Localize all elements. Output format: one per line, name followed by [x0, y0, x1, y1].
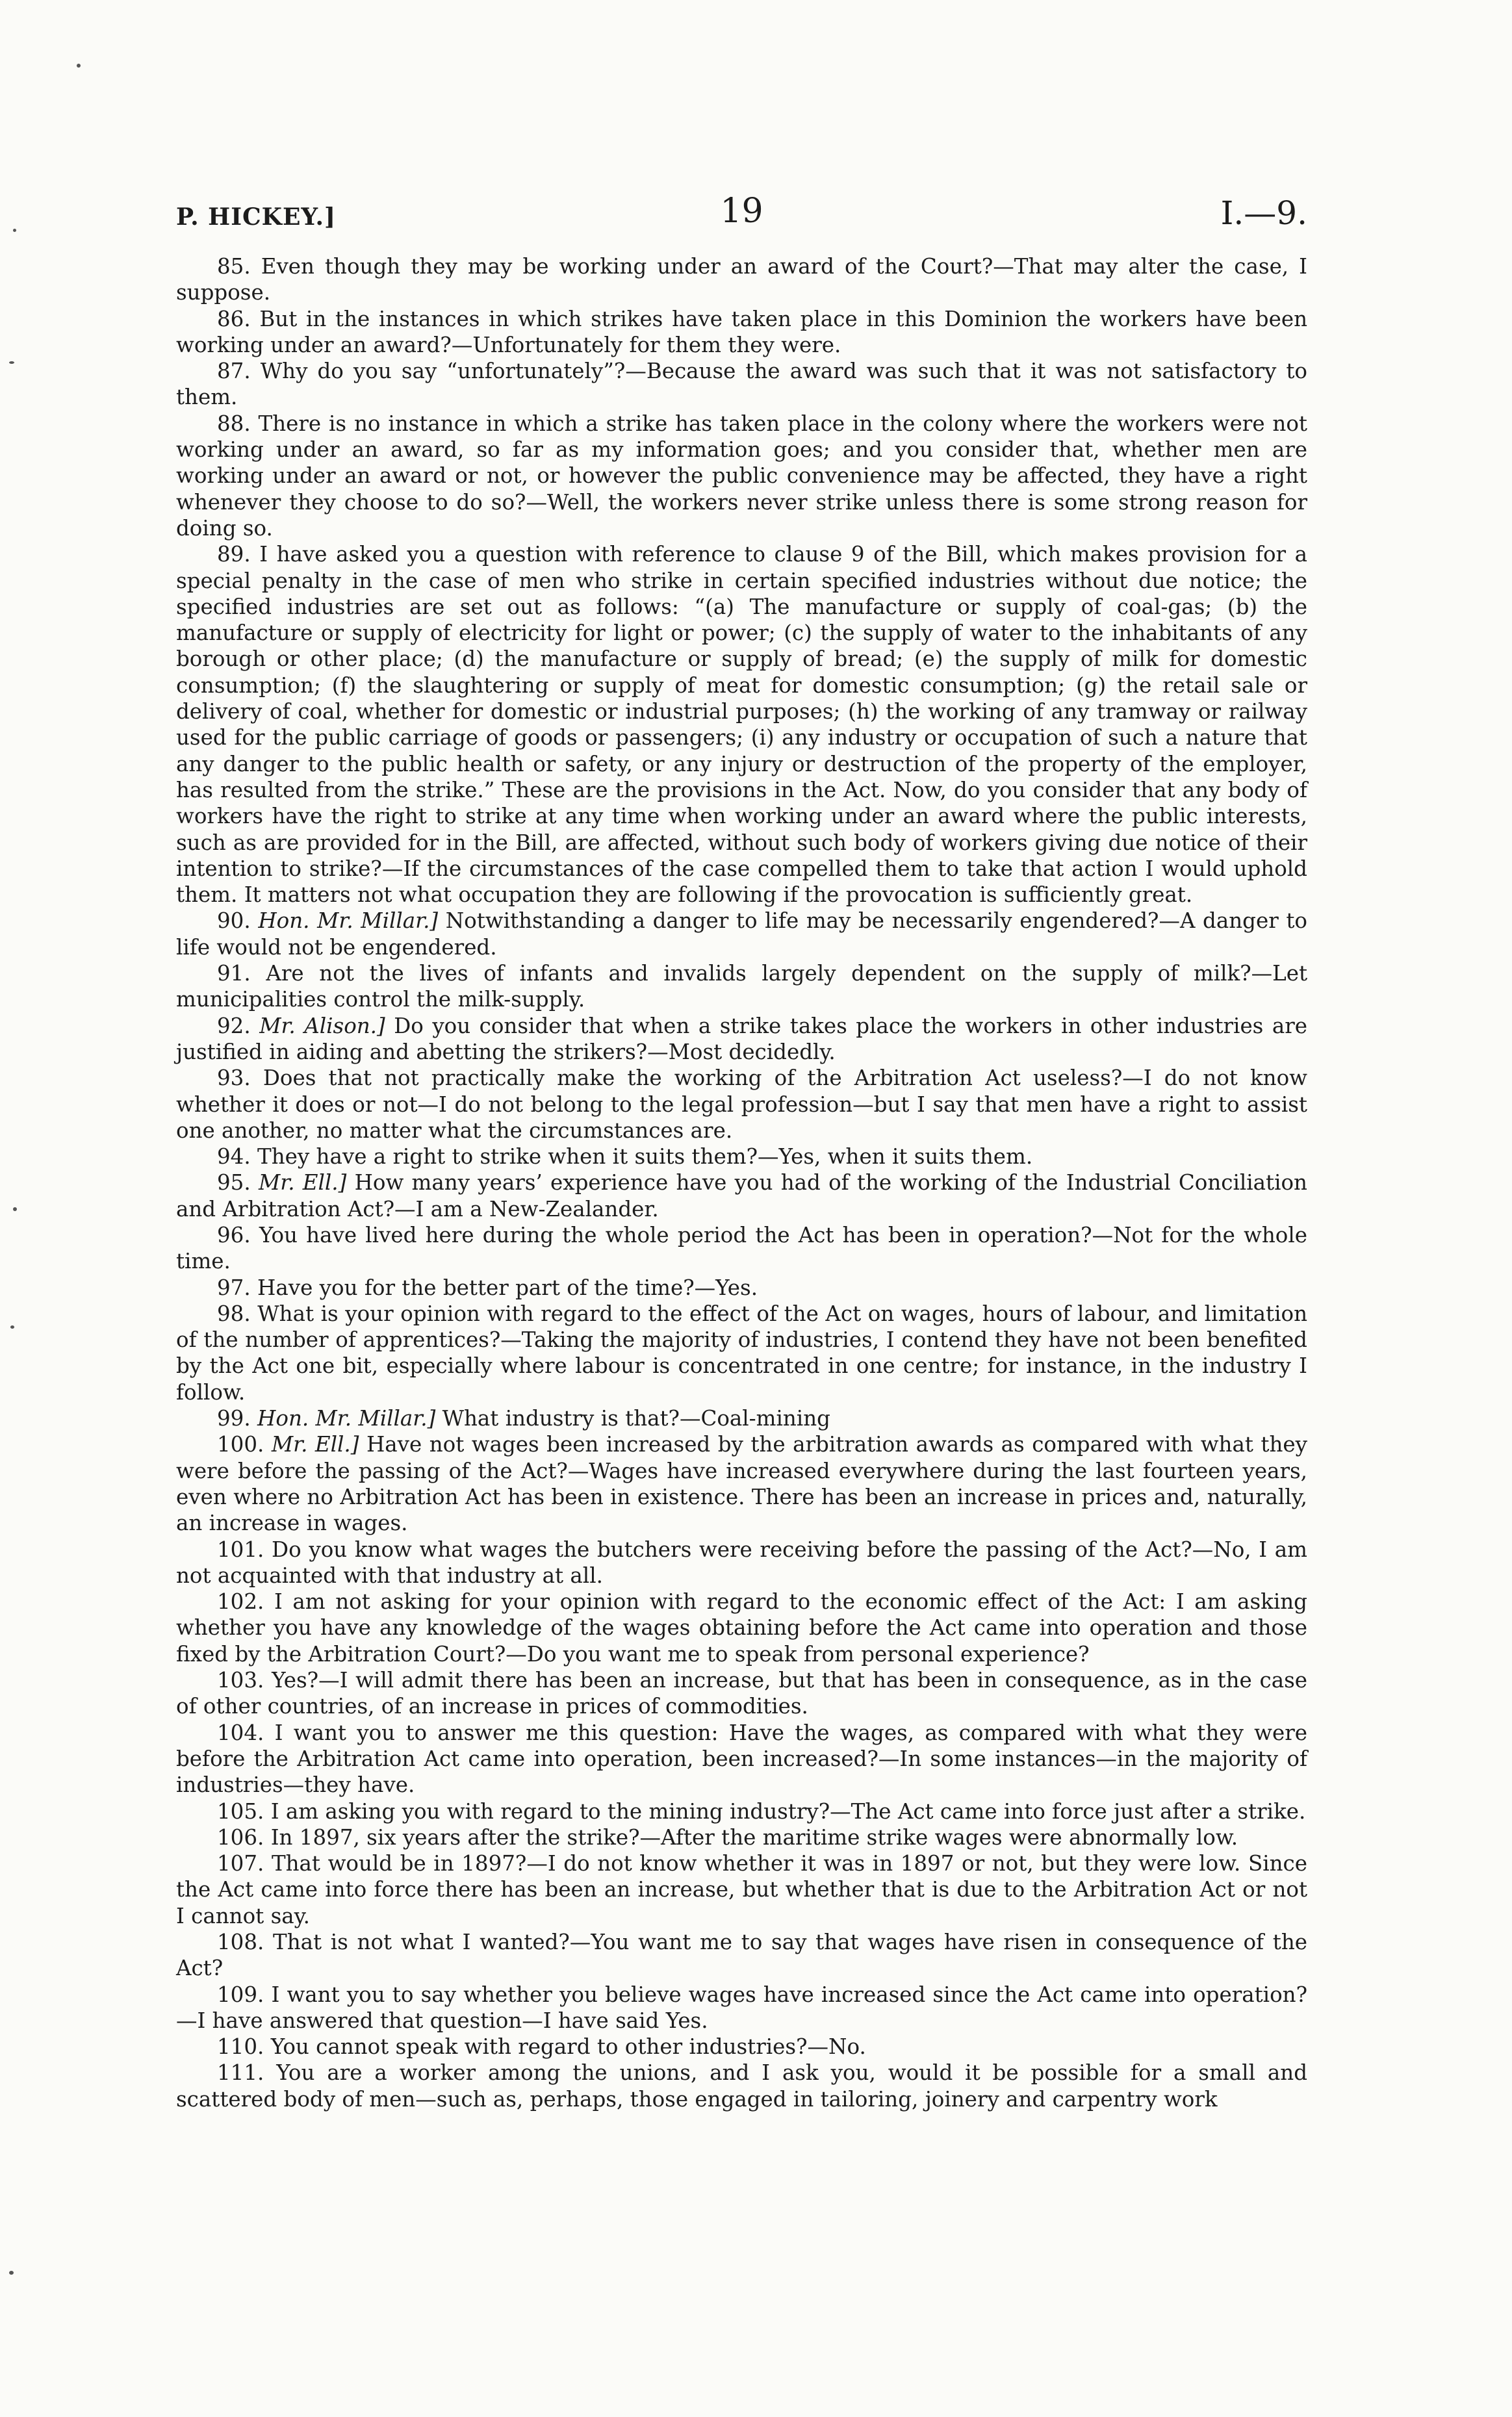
question-answer-paragraph: 91. Are not the lives of infants and invalids largely dependent on the supply of milk?—Let municipalities control the milk-supply. — [176, 961, 1307, 1012]
scan-speck — [10, 1325, 14, 1329]
question-answer-paragraph: 105. I am asking you with regard to the mining industry?—The Act came into force just after a strike. — [217, 1798, 1306, 1824]
question-answer-paragraph — [176, 1013, 1307, 1066]
question-answer-paragraph — [176, 908, 1307, 960]
question-answer-paragraph: 97. Have you for the better part of the time?—Yes. — [217, 1275, 758, 1300]
question-answer-paragraph: 88. There is no instance in which a strike has taken place in the colony where the workers were not working under an award, so far as my information goes; and you consider that, whether men are working under an award or not, or however the public convenience may be affected, they have a right whenever they choose to do so?—Well, the workers never strike unless there is some strong reason for doing so. — [176, 411, 1307, 541]
page-header — [176, 192, 1307, 244]
question-answer-paragraph: 110. You cannot speak with regard to other industries?—No. — [217, 2034, 866, 2060]
speaker-name: Mr. Alison.] — [259, 1013, 385, 1038]
question-number: 100. — [217, 1432, 264, 1457]
paragraph-text: Notwithstanding a danger to life may be necessarily engendered?—A danger to life would not be engendered. — [176, 908, 1307, 960]
paragraph-text: How many years’ experience have you had of the working of the Industrial Conciliation and Arbitration Act?—I am a New-Zealander. — [176, 1170, 1307, 1221]
question-number: 90. — [217, 908, 251, 934]
question-answer-paragraph: 111. You are a worker among the unions, and I ask you, would it be possible for a small and scattered body of men—such as, perhaps, those engaged in tailoring, joinery and carpentry work — [176, 2060, 1307, 2112]
scan-speck — [9, 361, 14, 364]
speaker-name: Mr. Ell.] — [271, 1432, 359, 1457]
question-answer-paragraph: 86. But in the instances in which strikes have taken place in this Dominion the workers have been working under an award?—Unfortunately for them they were. — [176, 306, 1307, 357]
scan-speck — [13, 1207, 17, 1211]
question-answer-paragraph: 108. That is not what I wanted?—You want me to say that wages have risen in consequence of the Act? — [176, 1930, 1307, 1981]
document-reference: I.—9. — [1220, 194, 1307, 232]
question-answer-paragraph: 85. Even though they may be working under an award of the Court?—That may alter the case, I suppose. — [176, 254, 1307, 305]
question-answer-paragraph: 89. I have asked you a question with reference to clause 9 of the Bill, which makes provision for a special penalty in the case of men who strike in certain specified industries without due notice; the specified industries are set out as follows: “(a) The manufacture or supply of coal-gas; (b) the manufacture or supply of electricity for light or power; (c) the supply of water to the inhabitants of any borough or other place; (d) the manufacture or supply of bread; (e) the supply of milk for domestic consumption; (f) the slaughtering or supply of meat for domestic consumption; (g) the retail sale or delivery of coal, whether for domestic or industrial purposes; (h) the working of any tramway or railway used for the public carriage of goods or passengers; (i) any industry or occupation of such a nature that any danger to the public health or safety, or any injury or destruction of the property of the employer, has resulted from the strike.” These are the provisions in the Act. Now, do you consider that any body of workers have the right to strike at any time when working under an award where the public interests, such as are provided for in the Bill, are affected, without such body of workers giving due notice of their intention to strike?—If the circumstances of the case compelled them to take that action I would uphold them. It matters not what occupation they are following if the provocation is sufficiently great. — [176, 542, 1307, 908]
question-answer-paragraph: 101. Do you know what wages the butchers were receiving before the passing of the Act?—No, I am not acquainted with that industry at all. — [176, 1537, 1307, 1588]
witness-name: P. HICKEY.] — [176, 203, 337, 231]
question-answer-paragraph: 94. They have a right to strike when it suits them?—Yes, when it suits them. — [217, 1144, 1033, 1170]
question-number: 99. — [217, 1406, 251, 1431]
question-answer-paragraph: 103. Yes?—I will admit there has been an increase, but that has been in consequence, as in the case of other countries, of an increase in prices of commodities. — [176, 1668, 1307, 1719]
question-answer-paragraph: 96. You have lived here during the whole period the Act has been in operation?—Not for the whole time. — [176, 1222, 1307, 1274]
speaker-name: Mr. Ell.] — [258, 1170, 347, 1196]
paragraph-text: What industry is that?—Coal-mining — [442, 1406, 830, 1431]
speaker-name: Hon. Mr. Millar.] — [258, 908, 439, 934]
question-number: 92. — [217, 1013, 251, 1038]
paragraph-text: Have not wages been increased by the arbitration awards as compared with what they were before the passing of the Act?—Wages have increased everywhere during the last fourteen years, even where no Arbitration Act has been in existence. There has been an increase in prices and, naturally, an increase in wages. — [176, 1432, 1307, 1536]
scan-speck — [13, 229, 16, 232]
paragraph-text: Do you consider that when a strike takes place the workers in other industries are justified in aiding and abetting the strikers?—Most decidedly. — [176, 1013, 1307, 1064]
scan-speck — [9, 2271, 14, 2275]
speaker-name: Hon. Mr. Millar.] — [257, 1406, 436, 1431]
question-answer-paragraph: 102. I am not asking for your opinion with regard to the economic effect of the Act: I am asking whether you have any knowledge of the wages obtaining before the Act came into operation and those fixed by the Arbitration Court?—Do you want me to speak from personal experience? — [176, 1589, 1307, 1667]
question-answer-paragraph: 93. Does that not practically make the working of the Arbitration Act useless?—I do not know whether it does or not—I do not belong to the legal profession—but I say that men have a right to assist one another, no matter what the circumstances are. — [176, 1066, 1307, 1143]
question-answer-paragraph: 109. I want you to say whether you believe wages have increased since the Act came into operation?—I have answered that question—I have said Yes. — [176, 1982, 1307, 2033]
question-answer-paragraph: 106. In 1897, six years after the strike?—After the maritime strike wages were abnormally low. — [217, 1824, 1238, 1850]
question-number: 95. — [217, 1170, 251, 1196]
question-answer-paragraph: 107. That would be in 1897?—I do not know whether it was in 1897 or not, but they were low. Since the Act came into force there has been an increase, but whether that is due to the Arbitration Act or not I cannot say. — [176, 1851, 1307, 1928]
question-answer-paragraph: 104. I want you to answer me this question: Have the wages, as compared with what they were before the Arbitration Act came into operation, been increased?—In some instances—in the majority of industries—they have. — [176, 1720, 1307, 1798]
scan-speck — [77, 64, 81, 68]
question-answer-paragraph: 98. What is your opinion with regard to the effect of the Act on wages, hours of labour, and limitation of the number of apprentices?—Taking the majority of industries, I contend they have not been benefited by the Act one bit, especially where labour is concentrated in one centre; for instance, in the industry I follow. — [176, 1301, 1307, 1405]
question-answer-paragraph: 87. Why do you say “unfortunately”?—Because the award was such that it was not satisfactory to them. — [176, 359, 1307, 410]
page-number: 19 — [720, 192, 763, 231]
question-answer-paragraph — [176, 1431, 1307, 1536]
question-answer-paragraph — [176, 1170, 1307, 1222]
question-answer-paragraph — [176, 1405, 1307, 1431]
testimony-body — [176, 253, 1307, 2112]
